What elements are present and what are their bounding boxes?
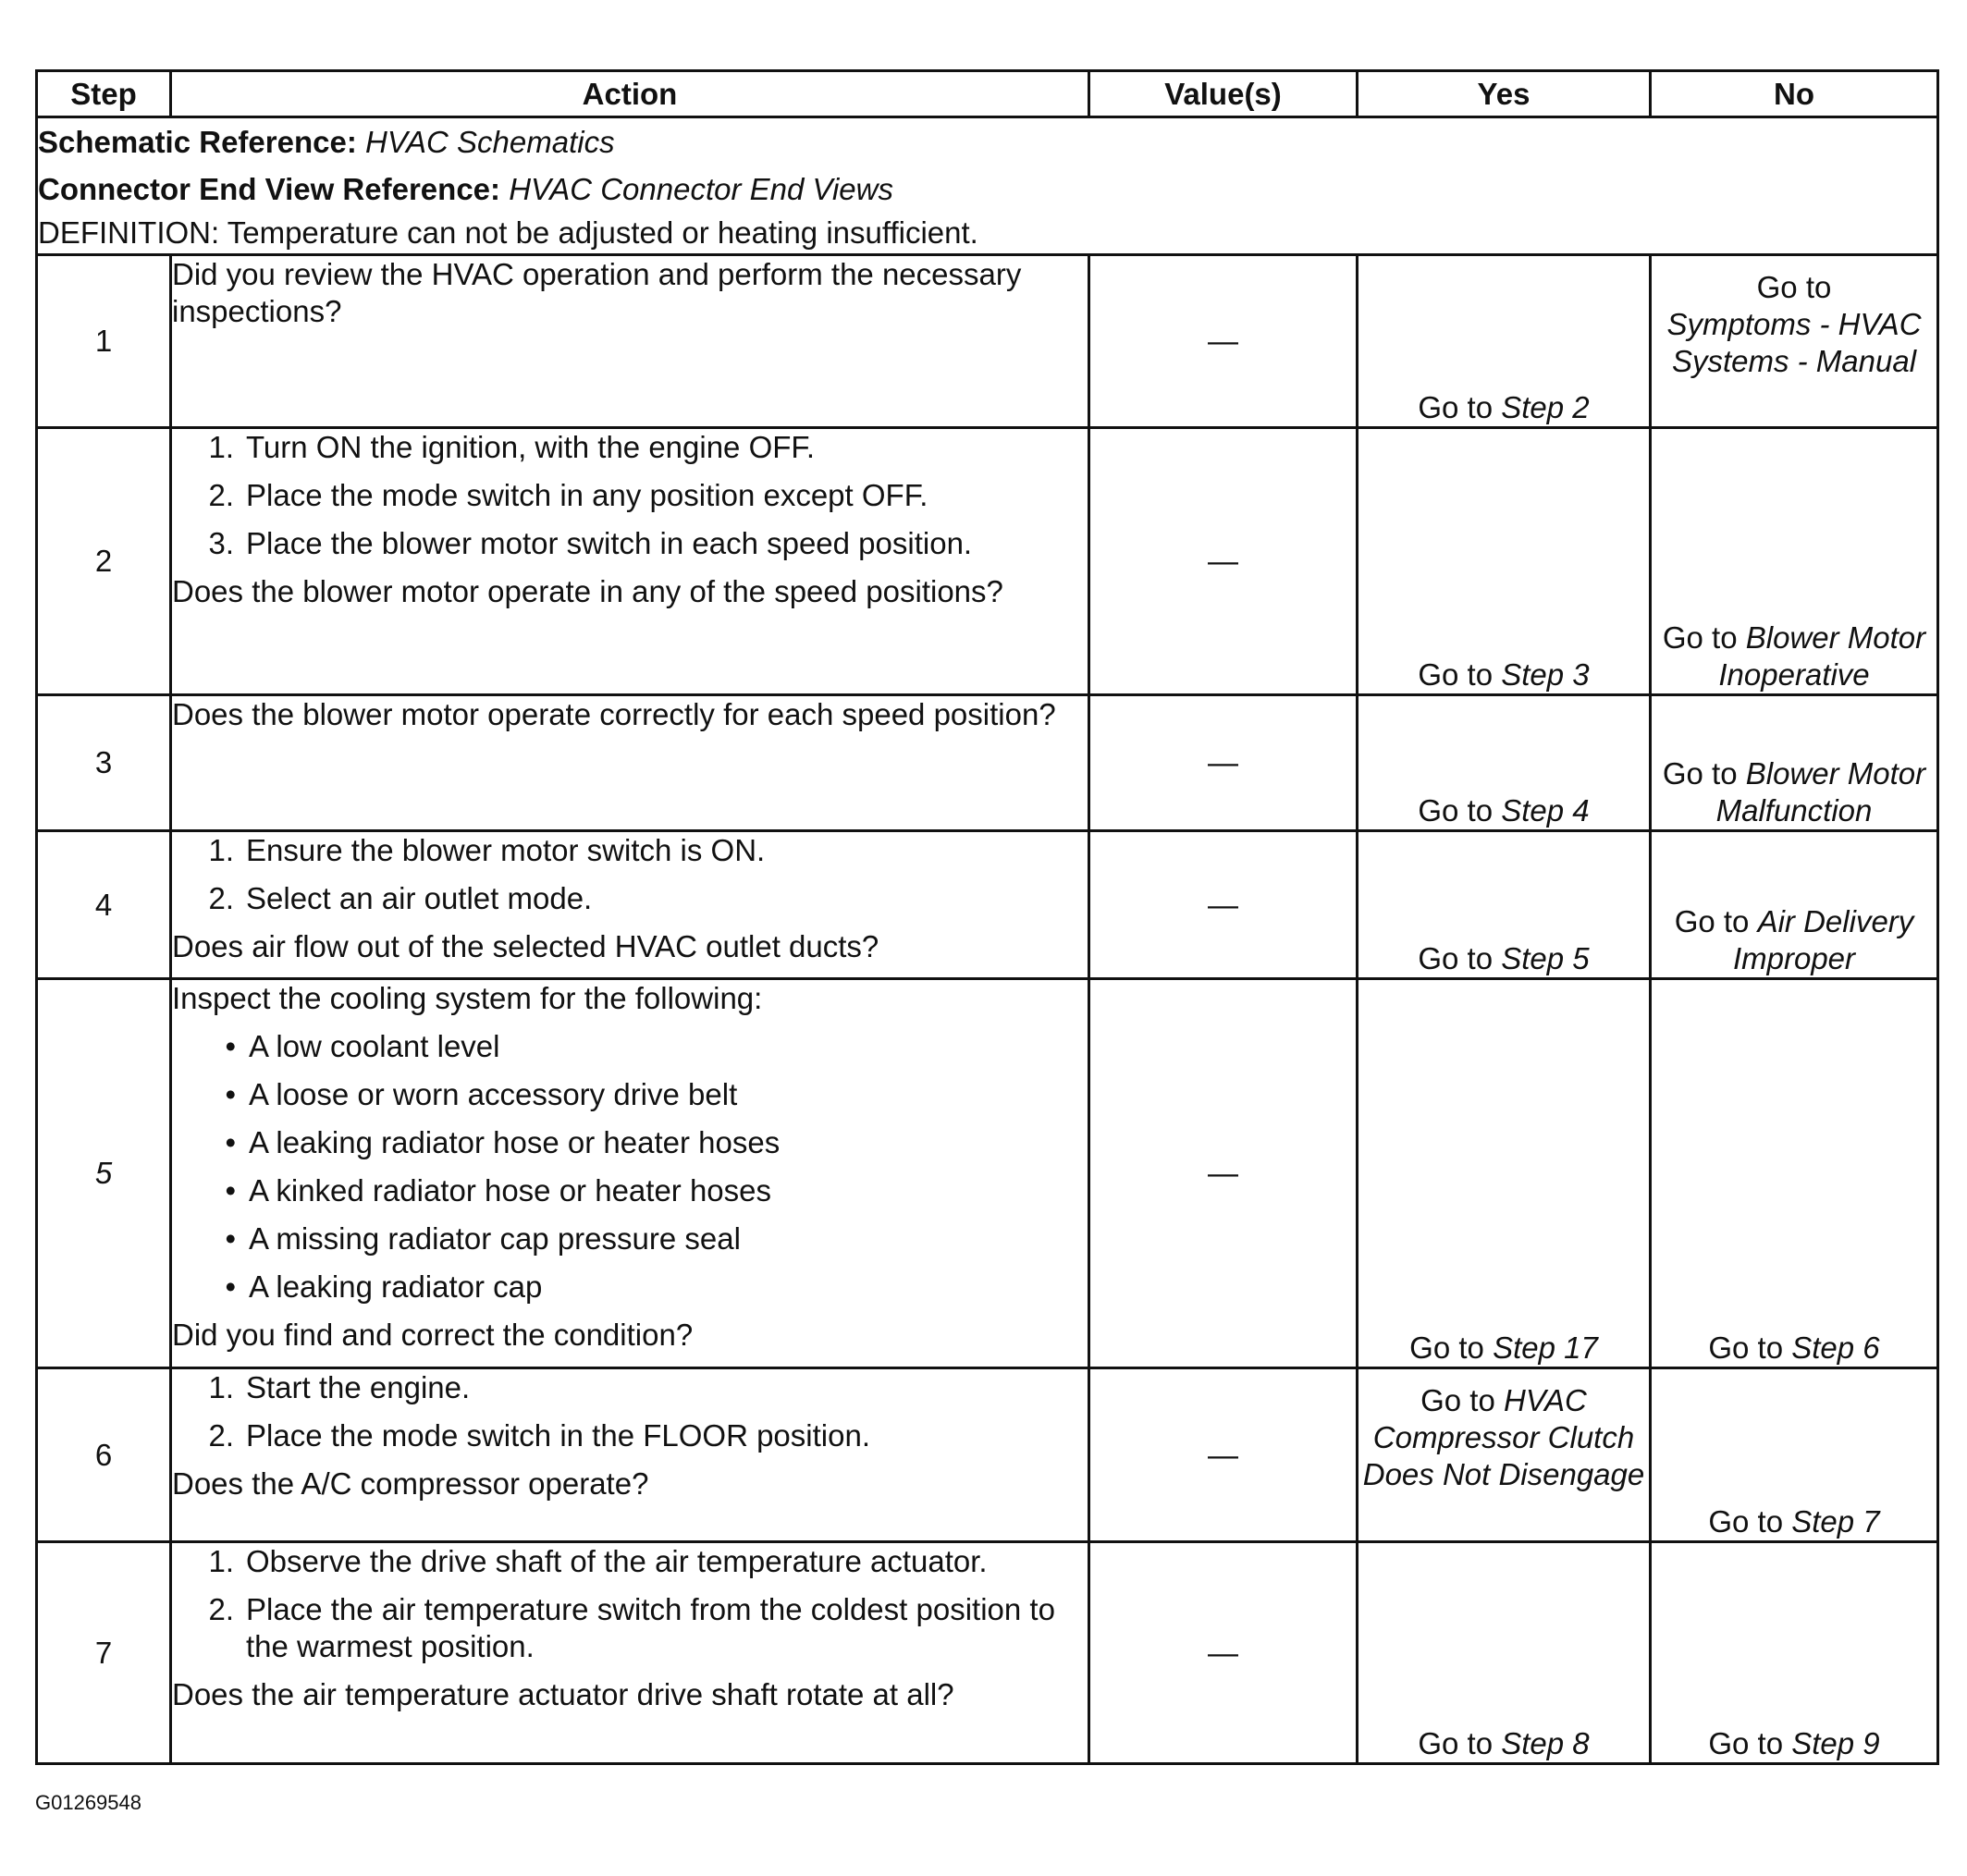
diagnostic-table xyxy=(35,69,1939,1765)
yes-link[interactable]: Step 17 xyxy=(1493,1330,1598,1365)
no-link[interactable]: Step 6 xyxy=(1791,1330,1880,1365)
schematic-reference: Schematic Reference: HVAC Schematics xyxy=(38,125,615,159)
yes-cell[interactable]: Go to Step 2 xyxy=(1358,255,1651,428)
header-step: Step xyxy=(37,71,171,117)
list-item: • A loose or worn accessory drive belt xyxy=(225,1077,738,1111)
schematic-reference-link[interactable]: HVAC Schematics xyxy=(365,125,615,159)
list-item: 1. Ensure the blower motor switch is ON. xyxy=(208,833,766,867)
action-cell xyxy=(171,1542,1089,1764)
yes-cell[interactable]: Go to Step 8 xyxy=(1358,1542,1651,1764)
value-cell: — xyxy=(1089,255,1358,428)
yes-cell[interactable]: Go to Step 4 xyxy=(1358,695,1651,831)
bullet-list xyxy=(172,1028,1088,1306)
table-row xyxy=(37,428,1938,695)
connector-reference-link[interactable]: HVAC Connector End Views xyxy=(509,172,893,206)
list-item: 2. Place the mode switch in any position except OFF. xyxy=(208,478,928,512)
header-yes: Yes xyxy=(1358,71,1651,117)
no-cell[interactable]: Go to Step 7 xyxy=(1651,1368,1938,1542)
connector-reference: Connector End View Reference: HVAC Connector End Views xyxy=(38,172,893,206)
list-item: 2. Select an air outlet mode. xyxy=(208,881,593,915)
no-link[interactable]: Air Delivery Improper xyxy=(1732,904,1914,975)
intro-text: Inspect the cooling system for the following: xyxy=(172,981,763,1015)
list-item: 1. Turn ON the ignition, with the engine OFF. xyxy=(208,430,816,464)
question: Does air flow out of the selected HVAC outlet ducts? xyxy=(172,929,879,963)
step-number: 6 xyxy=(37,1368,171,1542)
question: Did you review the HVAC operation and perform the necessary inspections? xyxy=(172,257,1022,328)
yes-link[interactable]: Step 4 xyxy=(1501,793,1590,828)
action-cell xyxy=(171,695,1089,831)
value-cell: — xyxy=(1089,695,1358,831)
yes-cell[interactable]: Go to Step 17 xyxy=(1358,979,1651,1368)
numbered-list xyxy=(172,1543,1088,1665)
list-item: • A leaking radiator cap xyxy=(225,1269,543,1304)
action-cell xyxy=(171,1368,1089,1542)
reference-cell xyxy=(37,117,1938,255)
list-item: 2. Place the air temperature switch from the coldest position to the warmest position. xyxy=(208,1592,1055,1663)
yes-cell[interactable]: Go to HVAC Compressor Clutch Does Not Disengage xyxy=(1358,1368,1651,1542)
no-link[interactable]: Blower Motor Inoperative xyxy=(1718,620,1926,692)
no-link[interactable]: Step 9 xyxy=(1791,1726,1880,1760)
yes-cell[interactable]: Go to Step 3 xyxy=(1358,428,1651,695)
action-cell xyxy=(171,428,1089,695)
no-cell[interactable]: Go to Air Delivery Improper xyxy=(1651,831,1938,979)
value-cell: — xyxy=(1089,831,1358,979)
step-number: 1 xyxy=(37,255,171,428)
yes-link[interactable]: Step 8 xyxy=(1501,1726,1590,1760)
yes-link[interactable]: Step 3 xyxy=(1501,657,1590,692)
no-link[interactable]: Symptoms - HVAC Systems - Manual xyxy=(1666,307,1922,378)
no-cell[interactable]: Go to Symptoms - HVAC Systems - Manual xyxy=(1651,255,1938,428)
table-row xyxy=(37,1368,1938,1542)
definition: DEFINITION: Temperature can not be adjusted or heating insufficient. xyxy=(38,215,978,250)
value-cell: — xyxy=(1089,1368,1358,1542)
step-number: 3 xyxy=(37,695,171,831)
question: Does the air temperature actuator drive shaft rotate at all? xyxy=(172,1677,954,1711)
question: Does the blower motor operate in any of the speed positions? xyxy=(172,574,1003,608)
table-row xyxy=(37,255,1938,428)
action-cell xyxy=(171,255,1089,428)
no-cell[interactable]: Go to Blower Motor Malfunction xyxy=(1651,695,1938,831)
step-number: 2 xyxy=(37,428,171,695)
yes-link[interactable]: Step 5 xyxy=(1501,941,1590,975)
yes-link[interactable]: Step 2 xyxy=(1501,390,1590,424)
yes-cell[interactable]: Go to Step 5 xyxy=(1358,831,1651,979)
figure-code: G01269548 xyxy=(35,1791,141,1814)
action-cell xyxy=(171,979,1089,1368)
header-values: Value(s) xyxy=(1089,71,1358,117)
question: Did you find and correct the condition? xyxy=(172,1318,694,1352)
list-item: • A leaking radiator hose or heater hoses xyxy=(225,1125,781,1159)
list-item: • A kinked radiator hose or heater hoses xyxy=(225,1173,772,1208)
reference-row xyxy=(37,117,1938,255)
step-number: 5 xyxy=(37,979,171,1368)
header-row xyxy=(37,71,1938,117)
no-cell[interactable]: Go to Step 6 xyxy=(1651,979,1938,1368)
numbered-list xyxy=(172,1369,1088,1454)
list-item: • A missing radiator cap pressure seal xyxy=(225,1221,741,1256)
question: Does the blower motor operate correctly for each speed position? xyxy=(172,697,1056,731)
header-action: Action xyxy=(171,71,1089,117)
numbered-list xyxy=(172,832,1088,917)
value-cell: — xyxy=(1089,428,1358,695)
numbered-list xyxy=(172,429,1088,562)
value-cell: — xyxy=(1089,1542,1358,1764)
list-item: 2. Place the mode switch in the FLOOR position. xyxy=(208,1418,870,1453)
action-cell xyxy=(171,831,1089,979)
table-row xyxy=(37,695,1938,831)
list-item: 1. Start the engine. xyxy=(208,1370,471,1404)
list-item: 3. Place the blower motor switch in each speed position. xyxy=(208,526,973,560)
list-item: • A low coolant level xyxy=(225,1029,500,1063)
table-row xyxy=(37,1542,1938,1764)
table-row xyxy=(37,831,1938,979)
step-number: 4 xyxy=(37,831,171,979)
no-cell[interactable]: Go to Blower Motor Inoperative xyxy=(1651,428,1938,695)
no-cell[interactable]: Go to Step 9 xyxy=(1651,1542,1938,1764)
no-link[interactable]: Step 7 xyxy=(1791,1504,1880,1539)
yes-link[interactable]: HVAC Compressor Clutch Does Not Disengage xyxy=(1362,1383,1645,1491)
table-row xyxy=(37,979,1938,1368)
step-number: 7 xyxy=(37,1542,171,1764)
header-no: No xyxy=(1651,71,1938,117)
no-link[interactable]: Blower Motor Malfunction xyxy=(1715,756,1926,828)
question: Does the A/C compressor operate? xyxy=(172,1466,649,1501)
list-item: 1. Observe the drive shaft of the air temperature actuator. xyxy=(208,1544,988,1578)
value-cell: — xyxy=(1089,979,1358,1368)
